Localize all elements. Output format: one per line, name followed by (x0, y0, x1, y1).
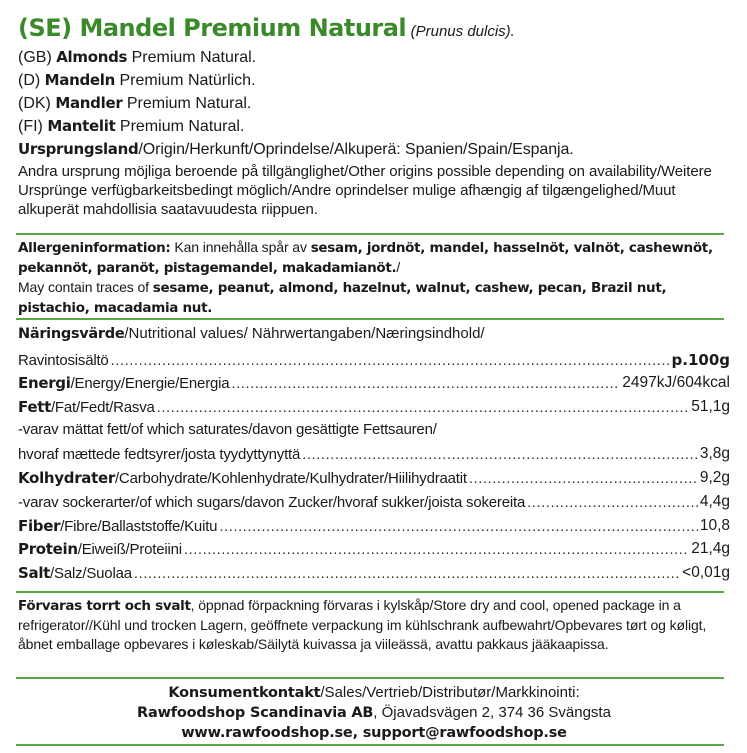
nutrition-section (18, 323, 730, 582)
language-description: Premium Natural. (126, 95, 252, 112)
language-row (18, 92, 730, 115)
allergen-intro-sv: Kan innehålla spår av (170, 239, 311, 255)
nutrition-label (18, 564, 132, 582)
allergen-slash: / (396, 259, 401, 275)
language-product-name: Mandler (55, 94, 123, 112)
language-code: (FI) (18, 118, 43, 135)
nutrition-row (18, 535, 730, 559)
divider (16, 591, 724, 593)
leader-dots (111, 352, 670, 369)
nutrition-label-text: /Eiweiß/Proteiini (77, 541, 182, 559)
origin-text: /Origin/Herkunft/Oprindelse/Alkuperä: Spanien/Spain/Espanja. (138, 141, 574, 158)
company-name: Rawfoodshop Scandinavia AB (137, 705, 374, 721)
nutrition-value: 10,8 (699, 516, 730, 534)
product-title: (SE) Mandel Premium Natural (18, 14, 407, 42)
nutrition-value: p.100g (671, 350, 730, 369)
allergen-intro-en: May contain traces of (18, 279, 153, 295)
nutrition-label-bold: Kolhydrater (18, 469, 115, 488)
nutrition-label-text: /Carbohydrate/Kohlenhydrate/Kulhydrater/Hiilihydraatit (114, 470, 467, 488)
storage-text: , öppnad förpackning förvaras i kylskåp/Store dry and cool, opened package in a refrigerator//Kühl und trocken Lagern, geöffnete verpackung im kühlschrank aufbewahrt/Opbevares tørt og køligt, åbnet emballage opbevares i køleskab/Säilytä kuivassa ja viileässä, avattu pakkaus jääkaapissa. (18, 597, 707, 652)
nutrition-value: 3,8g (699, 445, 730, 463)
nutrition-value: 21,4g (691, 540, 730, 558)
language-code: (GB) (18, 49, 52, 66)
leader-dots (157, 399, 690, 416)
leader-dots (134, 565, 680, 582)
language-row (18, 115, 730, 138)
nutrition-label: -varav mättat fett/of which saturates/davon gesättigte Fettsauren/ (18, 421, 437, 439)
nutrition-label (18, 374, 229, 392)
nutrition-label (18, 352, 109, 369)
language-code: (DK) (18, 95, 51, 112)
nutrition-label-bold: Protein (18, 540, 78, 559)
origin-line (18, 138, 730, 161)
nutrition-label: Näringsvärde (18, 326, 125, 342)
language-row (18, 69, 730, 92)
nutrition-row (18, 369, 730, 393)
nutrition-row (18, 511, 730, 535)
nutrition-label (18, 469, 467, 487)
nutrition-label-text: /Fat/Fedt/Rasva (50, 399, 155, 417)
nutrition-label-bold: Fiber (18, 516, 61, 535)
nutrition-value: 51,1g (691, 398, 730, 416)
nutrition-label-text: /Energy/Energie/Energia (70, 375, 230, 393)
leader-dots (184, 541, 689, 558)
nutrition-heading-rest: /Nutritional values/ Nährwertangaben/Næringsindhold/ (124, 325, 485, 342)
nutrition-label-text: /Salz/Suolaa (50, 564, 132, 582)
nutrition-value: 9,2g (699, 469, 730, 487)
contact-section (18, 683, 730, 743)
divider (16, 677, 724, 679)
nutrition-label (18, 446, 300, 463)
nutrition-label (18, 398, 155, 416)
leader-dots (469, 470, 698, 487)
nutrition-label (18, 494, 525, 511)
storage-label: Förvaras torrt och svalt (18, 598, 191, 614)
origin-note: Andra ursprung möjliga beroende på tillgänglighet/Other origins possible depending on availability/Weitere Ursprünge verfügbarkeitsbedingt möglich/Andre oprindelser mulige afhængig af tilgængelighed/Muut alkuperät mahdollisia saatavuudesta riippuen. (18, 163, 712, 218)
nutrition-label-bold: Salt (18, 563, 51, 582)
language-description: Premium Natürlich. (119, 72, 256, 89)
language-row (18, 46, 730, 69)
nutrition-value: 4,4g (699, 492, 730, 510)
divider (16, 744, 724, 746)
language-code: (D) (18, 72, 41, 89)
leader-dots (527, 494, 698, 511)
contact-label: Konsumentkontakt (168, 685, 321, 701)
allergen-label: Allergeninformation: (18, 240, 171, 256)
divider (16, 233, 724, 235)
nutrition-label (18, 517, 217, 535)
nutrition-heading (18, 323, 730, 345)
contact-line-2 (18, 703, 730, 723)
storage-section (18, 596, 730, 654)
product-header (18, 10, 730, 219)
allergen-list-sv: sesam, jordnöt, mandel, hasselnöt, valnöt, cashewnöt, pekannöt, paranöt, pistagemandel, makadamianöt. (18, 240, 713, 276)
language-product-name: Mandeln (44, 71, 116, 89)
divider (16, 318, 724, 320)
nutrition-label-text: Ravintosisältö (18, 351, 109, 369)
nutrition-label-text: /Fibre/Ballaststoffe/Kuitu (60, 517, 218, 535)
language-description: Premium Natural. (119, 118, 245, 135)
nutrition-label-bold: Fett (18, 398, 51, 417)
nutrition-table (18, 345, 730, 582)
latin-name: (Prunus dulcis). (410, 23, 515, 40)
nutrition-row (18, 487, 730, 511)
contact-line-1 (18, 683, 730, 703)
nutrition-row (18, 558, 730, 582)
nutrition-row (18, 416, 730, 440)
nutrition-label (18, 540, 182, 558)
origin-label: Ursprungsland (18, 140, 139, 158)
language-product-name: Mantelit (47, 117, 116, 135)
allergen-section (18, 238, 730, 318)
web-email: www.rawfoodshop.se, support@rawfoodshop.se (181, 725, 567, 741)
company-address: , Öjavadsvägen 2, 374 36 Svängsta (373, 704, 611, 721)
language-description: Premium Natural. (131, 49, 257, 66)
nutrition-row (18, 392, 730, 416)
nutrition-label-text: hvoraf mættede fedtsyrer/josta tyydyttynyttä (18, 446, 301, 464)
leader-dots (231, 375, 620, 392)
nutrition-value: <0,01g (682, 563, 730, 581)
leader-dots (219, 518, 698, 535)
contact-label-rest: /Sales/Vertrieb/Distributør/Markkinointi: (320, 684, 580, 701)
nutrition-row (18, 345, 730, 369)
title-line (18, 10, 730, 46)
nutrition-label-bold: Energi (18, 374, 71, 393)
nutrition-value: 2497kJ/604kcal (622, 374, 730, 392)
nutrition-row (18, 440, 730, 464)
nutrition-row (18, 463, 730, 487)
leader-dots (302, 446, 698, 463)
allergen-list-en: sesame, peanut, almond, hazelnut, walnut, cashew, pecan, Brazil nut, pistachio, macadamia nut. (18, 280, 667, 316)
nutrition-label-text: -varav sockerarter/of which sugars/davon Zucker/hvoraf sukker/joista sokereita (18, 493, 526, 511)
language-names (18, 46, 730, 138)
language-product-name: Almonds (56, 48, 128, 66)
contact-line-3 (18, 723, 730, 743)
